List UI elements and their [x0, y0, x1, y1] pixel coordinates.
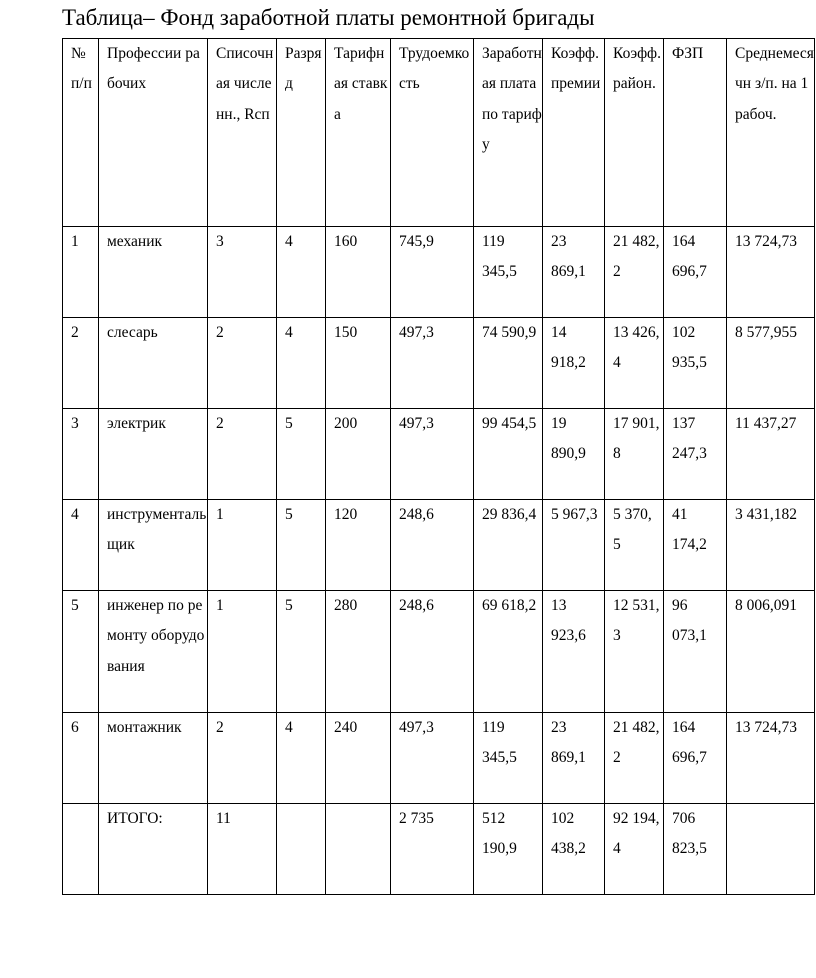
total-row — [63, 804, 815, 895]
cell-profession: монтажник — [99, 713, 208, 804]
cell-grade: 5 — [277, 591, 326, 713]
payroll-table — [62, 38, 815, 895]
cell-labor-intensity: 745,9 — [391, 227, 474, 318]
cell-regional-coef: 92 194, 4 — [605, 804, 664, 895]
cell-tariff-rate: 160 — [326, 227, 391, 318]
cell-number: 4 — [63, 500, 99, 591]
table-row — [63, 591, 815, 713]
table-row — [63, 500, 815, 591]
cell-labor-intensity: 2 735 — [391, 804, 474, 895]
cell-headcount: 1 — [208, 500, 277, 591]
cell-headcount: 11 — [208, 804, 277, 895]
cell-profession: инструментальщик — [99, 500, 208, 591]
cell-grade: 4 — [277, 713, 326, 804]
cell-labor-intensity: 497,3 — [391, 318, 474, 409]
table-header — [63, 39, 815, 227]
header-cell: Среднемесячн з/п. на 1 рабоч. — [727, 39, 815, 227]
cell-tariff-rate: 240 — [326, 713, 391, 804]
cell-profession: механик — [99, 227, 208, 318]
header-cell: Коэфф. район. — [605, 39, 664, 227]
cell-payroll-fund: 102 935,5 — [664, 318, 727, 409]
cell-avg-monthly — [727, 804, 815, 895]
cell-regional-coef: 21 482, 2 — [605, 713, 664, 804]
cell-regional-coef: 5 370, 5 — [605, 500, 664, 591]
cell-headcount: 3 — [208, 227, 277, 318]
table-row — [63, 227, 815, 318]
cell-number: 1 — [63, 227, 99, 318]
cell-bonus-coef: 14 918,2 — [543, 318, 605, 409]
cell-tariff-wage: 99 454,5 — [474, 409, 543, 500]
cell-avg-monthly: 3 431,182 — [727, 500, 815, 591]
header-cell: Коэфф. премии — [543, 39, 605, 227]
cell-profession: слесарь — [99, 318, 208, 409]
cell-grade: 5 — [277, 409, 326, 500]
header-cell: № п/п — [63, 39, 99, 227]
cell-labor-intensity: 497,3 — [391, 713, 474, 804]
cell-payroll-fund: 137 247,3 — [664, 409, 727, 500]
table-row — [63, 409, 815, 500]
cell-number — [63, 804, 99, 895]
cell-avg-monthly: 11 437,27 — [727, 409, 815, 500]
header-cell: Разряд — [277, 39, 326, 227]
cell-payroll-fund: 706 823,5 — [664, 804, 727, 895]
cell-bonus-coef: 13 923,6 — [543, 591, 605, 713]
cell-headcount: 2 — [208, 318, 277, 409]
cell-grade — [277, 804, 326, 895]
cell-profession: электрик — [99, 409, 208, 500]
cell-total-label: ИТОГО: — [99, 804, 208, 895]
cell-tariff-rate: 280 — [326, 591, 391, 713]
cell-avg-monthly: 13 724,73 — [727, 227, 815, 318]
cell-regional-coef: 21 482, 2 — [605, 227, 664, 318]
header-cell: Списочная численн., Rсп — [208, 39, 277, 227]
cell-tariff-rate: 200 — [326, 409, 391, 500]
table-row — [63, 713, 815, 804]
cell-number: 2 — [63, 318, 99, 409]
cell-headcount: 1 — [208, 591, 277, 713]
header-cell: Трудоемкость — [391, 39, 474, 227]
cell-tariff-wage: 119 345,5 — [474, 227, 543, 318]
table-body — [63, 227, 815, 895]
cell-profession: инженер по ремонту оборудования — [99, 591, 208, 713]
cell-number: 5 — [63, 591, 99, 713]
cell-grade: 5 — [277, 500, 326, 591]
cell-tariff-wage: 74 590,9 — [474, 318, 543, 409]
cell-bonus-coef: 5 967,3 — [543, 500, 605, 591]
cell-number: 3 — [63, 409, 99, 500]
cell-tariff-rate: 120 — [326, 500, 391, 591]
cell-labor-intensity: 248,6 — [391, 500, 474, 591]
cell-payroll-fund: 41 174,2 — [664, 500, 727, 591]
cell-bonus-coef: 102 438,2 — [543, 804, 605, 895]
cell-payroll-fund: 96 073,1 — [664, 591, 727, 713]
cell-headcount: 2 — [208, 713, 277, 804]
cell-payroll-fund: 164 696,7 — [664, 713, 727, 804]
cell-headcount: 2 — [208, 409, 277, 500]
cell-labor-intensity: 497,3 — [391, 409, 474, 500]
cell-bonus-coef: 23 869,1 — [543, 713, 605, 804]
cell-avg-monthly: 13 724,73 — [727, 713, 815, 804]
cell-avg-monthly: 8 577,955 — [727, 318, 815, 409]
cell-grade: 4 — [277, 318, 326, 409]
cell-regional-coef: 17 901, 8 — [605, 409, 664, 500]
cell-tariff-wage: 69 618,2 — [474, 591, 543, 713]
cell-avg-monthly: 8 006,091 — [727, 591, 815, 713]
cell-labor-intensity: 248,6 — [391, 591, 474, 713]
cell-bonus-coef: 19 890,9 — [543, 409, 605, 500]
cell-number: 6 — [63, 713, 99, 804]
header-cell: ФЗП — [664, 39, 727, 227]
cell-tariff-rate: 150 — [326, 318, 391, 409]
cell-payroll-fund: 164 696,7 — [664, 227, 727, 318]
cell-tariff-wage: 119 345,5 — [474, 713, 543, 804]
table-title: Таблица– Фонд заработной платы ремонтной бригады — [62, 5, 595, 30]
cell-bonus-coef: 23 869,1 — [543, 227, 605, 318]
cell-tariff-wage: 512 190,9 — [474, 804, 543, 895]
cell-regional-coef: 12 531, 3 — [605, 591, 664, 713]
header-cell: Заработная плата по тарифу — [474, 39, 543, 227]
cell-regional-coef: 13 426, 4 — [605, 318, 664, 409]
cell-tariff-rate — [326, 804, 391, 895]
cell-tariff-wage: 29 836,4 — [474, 500, 543, 591]
table-row — [63, 318, 815, 409]
cell-grade: 4 — [277, 227, 326, 318]
header-cell: Профессии рабочих — [99, 39, 208, 227]
header-cell: Тарифная ставка — [326, 39, 391, 227]
